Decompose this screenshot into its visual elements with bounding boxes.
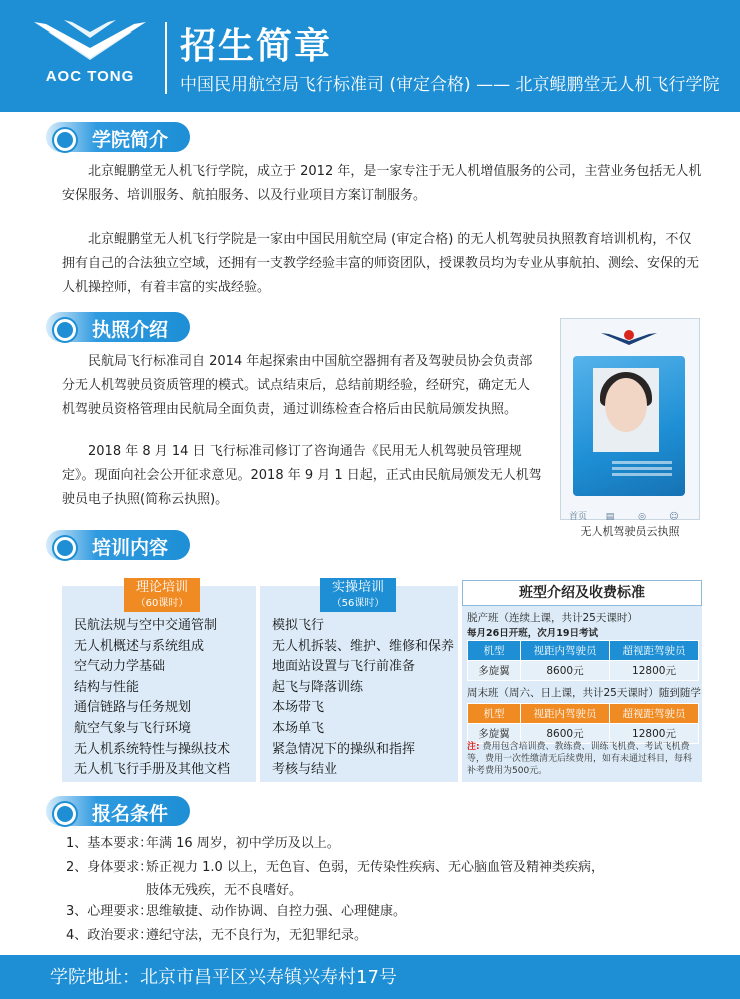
wings-logo-icon (30, 14, 150, 70)
list-item: 空气动力学基础 (74, 659, 166, 675)
bullet-dot-icon (54, 319, 76, 341)
list-item: 紧急情况下的操纵和指挥 (272, 741, 416, 757)
table-cell: 12800元 (610, 661, 699, 681)
requirement-text: 思维敏捷、动作协调、自控力强、心理健康。 (146, 904, 407, 919)
table-cell: 多旋翼 (468, 724, 521, 744)
table-header-cell: 超视距驾驶员 (610, 641, 699, 661)
requirement-label: 3、心理要求： (66, 904, 153, 919)
list-item: 模拟飞行 (272, 618, 325, 633)
section-heading-enroll (46, 796, 190, 826)
requirement-label: 4、政治要求： (66, 928, 153, 943)
section-heading-label: 培训内容 (92, 537, 169, 559)
requirement-text: 年满 16 周岁，初中学历及以上。 (146, 836, 340, 851)
license-info-lines (612, 458, 672, 488)
requirement-label: 2、身体要求： (66, 860, 153, 875)
license-photo-face (605, 378, 647, 432)
list-item: 地面站设置与飞行前准备 (272, 659, 416, 675)
fees-note (467, 741, 697, 777)
fees-note-text: 费用包含培训费、教练费、训练飞机费、考试飞机费等，费用一次性缴清无后续费用，如有未通过科目，每科补考费用为500元。 (467, 742, 693, 776)
section-heading-label: 学院简介 (92, 129, 169, 151)
list-item: 航空气象与飞行环境 (74, 720, 192, 736)
class2-fee-table (467, 703, 699, 744)
intro-paragraph-2: 北京鲲鹏堂无人机飞行学院是一家由中国民用航空局 (审定合格) 的无人机驾驶员执照教育培训机构，不仅拥有自己的合法独立空域，还拥有一支教学经验丰富的师资团队，授课教员均为专业从事航拍、测绘、安保的无人机操控师，有着丰富的实战经验。 (62, 232, 700, 295)
intro-paragraph-1: 北京鲲鹏堂无人机飞行学院，成立于 2012 年，是一家专注于无人机增值服务的公司，主营业务包括无人机安保服务、培训服务、航拍服务、以及行业项目方案订制服务。 (62, 164, 702, 203)
theory-title: 理论培训 (135, 580, 188, 595)
list-item: 无人机系统特性与操纵技术 (74, 741, 231, 757)
caac-emblem-icon (599, 327, 659, 349)
requirement-text: 矫正视力 1.0 以上，无色盲、色弱，无传染性疾病、无心脑血管及精神类疾病，肢体无残疾，无不良嗜好。 (146, 860, 604, 898)
list-item: 起飞与降落训练 (272, 679, 364, 695)
license-tab-2: ▤ (605, 512, 615, 522)
bullet-dot-icon (54, 129, 76, 151)
page-subtitle: 中国民用航空局飞行标准司 (审定合格) —— 北京鲲鹏堂无人机飞行学院 (180, 75, 720, 95)
list-item: 无人机拆装、维护、维修和保养 (272, 638, 455, 654)
table-cell: 8600元 (521, 661, 610, 681)
fees-title: 班型介绍及收费标准 (462, 580, 702, 606)
license-tab-4: ☺ (669, 512, 679, 522)
table-header-cell: 机型 (468, 704, 521, 724)
theory-header (124, 578, 200, 612)
list-item: 无人机概述与系统组成 (74, 638, 205, 654)
page-title: 招生简章 (180, 26, 333, 67)
table-cell: 12800元 (610, 724, 699, 744)
license-paragraph-2: 2018 年 8 月 14 日 飞行标准司修订了咨询通告《民用无人机驾驶员管理规定》。现面向社会公开征求意见。2018 年 9 月 1 日起，正式由民航局颁发无人机驾驶员电子执照(简称云执照)。 (62, 444, 542, 507)
requirement-label: 1、基本要求： (66, 836, 153, 851)
fees-note-label: 注: (467, 742, 480, 752)
license-card-caption: 无人机驾驶员云执照 (580, 525, 680, 538)
table-header-cell: 视距内驾驶员 (521, 704, 610, 724)
class2-name: 周末班（周六、日上课，共计25天课时）随到随学 (467, 687, 701, 699)
theory-hours: （60课时） (135, 598, 189, 609)
practice-list (272, 616, 456, 781)
section-heading-training (46, 530, 190, 560)
table-header-cell: 超视距驾驶员 (610, 704, 699, 724)
bullet-dot-icon (54, 803, 76, 825)
practice-header (320, 578, 396, 612)
license-card-tabs (562, 504, 696, 522)
requirement-text: 遵纪守法，无不良行为，无犯罪纪录。 (146, 928, 368, 943)
header-divider (165, 22, 167, 94)
footer-address: 学院地址：北京市昌平区兴寿镇兴寿村17号 (50, 967, 397, 988)
license-tab-home: 首页 (568, 512, 587, 522)
theory-list (74, 616, 256, 781)
table-cell: 多旋翼 (468, 661, 521, 681)
list-item: 通信链路与任务规划 (74, 700, 192, 716)
table-header-cell: 视距内驾驶员 (521, 641, 610, 661)
section-heading-label: 报名条件 (92, 803, 169, 825)
practice-title: 实操培训 (331, 580, 384, 595)
table-header-cell: 机型 (468, 641, 521, 661)
class1-schedule: 每月26日开班，次月19日考试 (467, 628, 598, 639)
license-tab-3: ◎ (638, 512, 646, 522)
list-item: 考核与结业 (272, 762, 338, 778)
list-item: 本场带飞 (272, 700, 325, 716)
list-item: 无人机飞行手册及其他文档 (74, 762, 231, 778)
section-heading-label: 执照介绍 (92, 319, 169, 341)
section-heading-license (46, 312, 190, 342)
list-item: 本场单飞 (272, 720, 325, 736)
section-heading-intro (46, 122, 190, 152)
table-cell: 8600元 (521, 724, 610, 744)
practice-hours: （56课时） (331, 598, 385, 609)
class1-fee-table (467, 640, 699, 681)
logo-text: AOC TONG (45, 68, 135, 85)
class1-name: 脱产班（连续上课，共计25天课时） (467, 612, 638, 624)
list-item: 结构与性能 (74, 679, 140, 695)
list-item: 民航法规与空中交通管制 (74, 618, 218, 633)
bullet-dot-icon (54, 537, 76, 559)
license-paragraph-1: 民航局飞行标准司自 2014 年起探索由中国航空器拥有者及驾驶员协会负责部分无人机驾驶员资质管理的模式。试点结束后，总结前期经验，经研究，确定无人机驾驶员资格管理由民航局全面负责，通过训练检查合格后由民航局颁发执照。 (62, 354, 533, 417)
